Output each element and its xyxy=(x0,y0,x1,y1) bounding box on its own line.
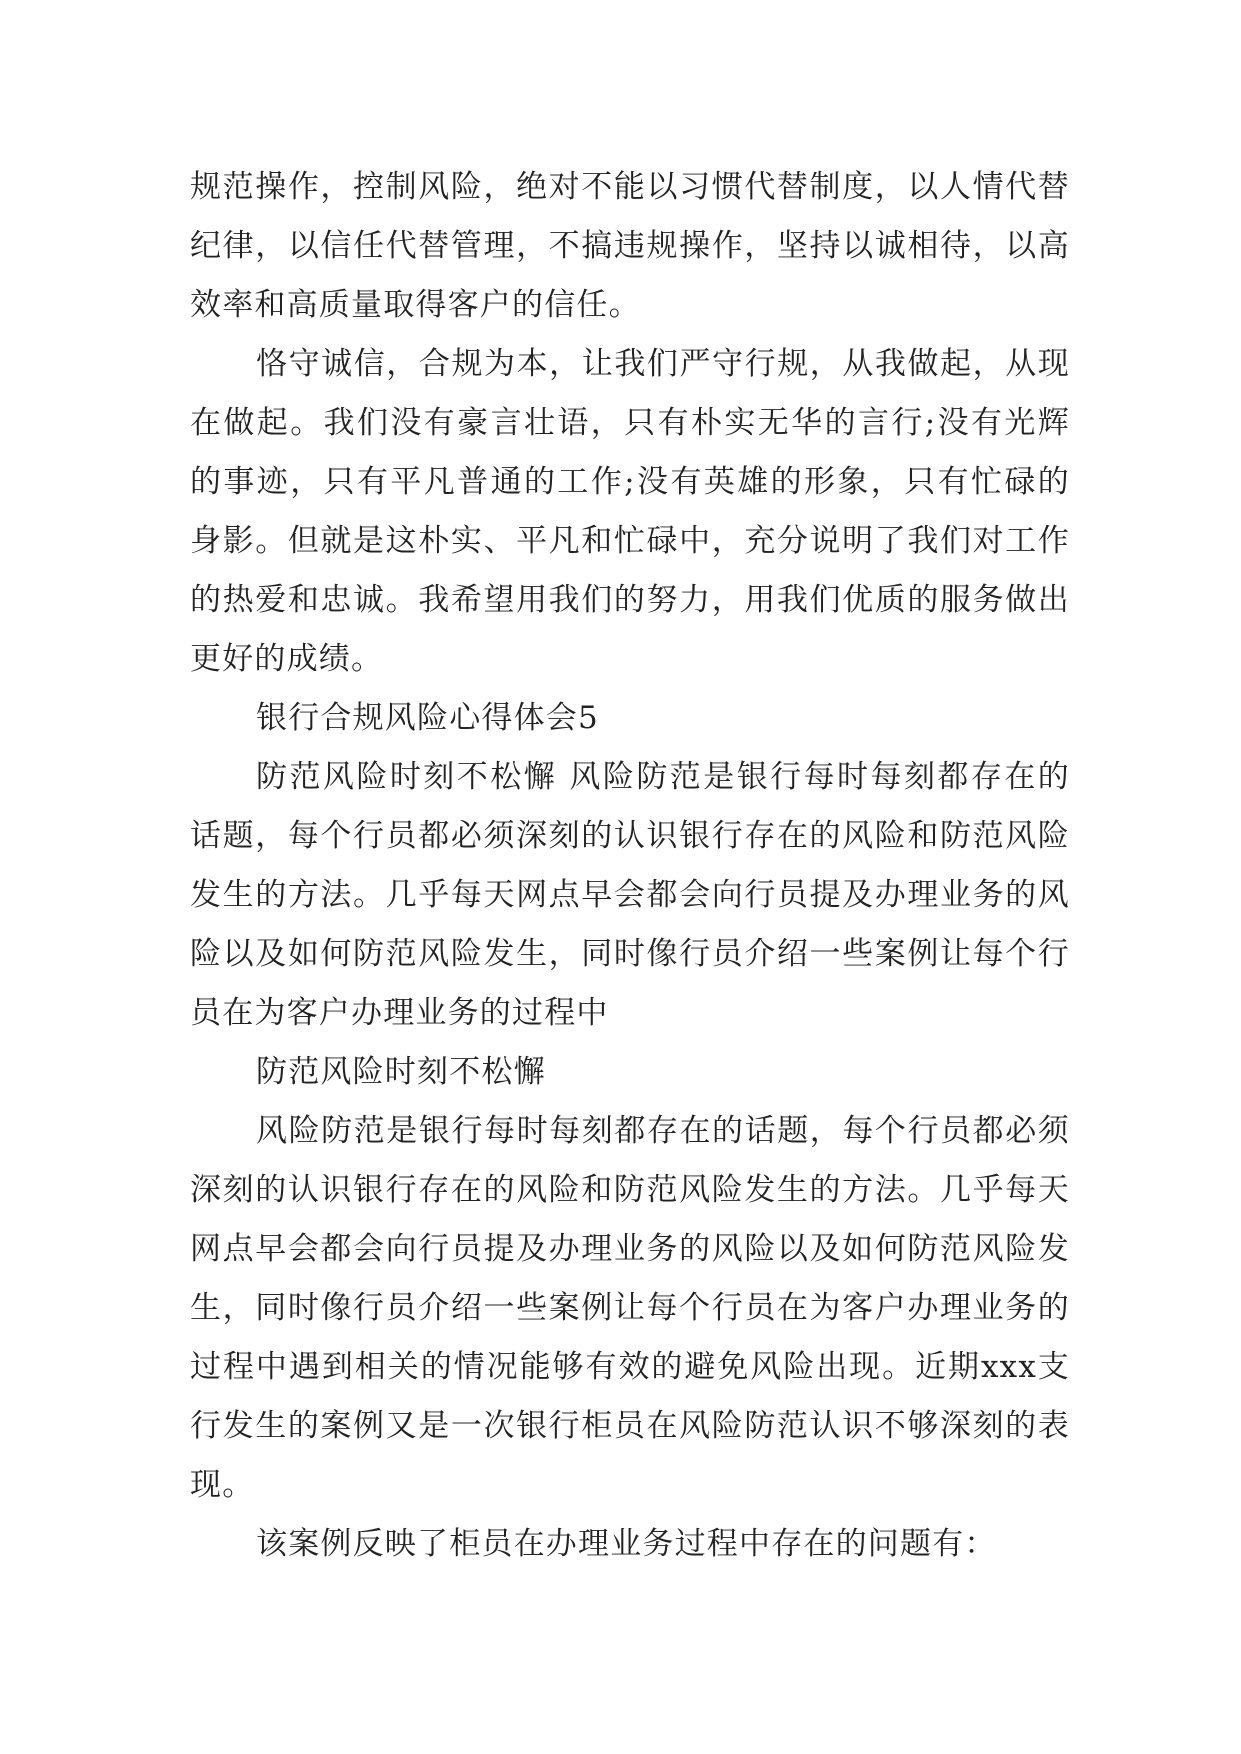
document-body xyxy=(190,158,1070,1574)
paragraph-3: 防范风险时刻不松懈 风险防范是银行每时每刻都存在的话题，每个行员都必须深刻的认识银行存在的风险和防范风险发生的方法。几乎每天网点早会都会向行员提及办理业务的风险以及如何防范风险发生，同时像行员介绍一些案例让每个行员在为客户办理业务的过程中 xyxy=(190,759,1070,1031)
paragraph-2: 恪守诚信，合规为本，让我们严守行规，从我做起，从现在做起。我们没有豪言壮语，只有朴实无华的言行;没有光辉的事迹，只有平凡普通的工作;没有英雄的形象，只有忙碌的身影。但就是这朴实、平凡和忙碌中，充分说明了我们对工作的热爱和忠诚。我希望用我们的努力，用我们优质的服务做出更好的成绩。 xyxy=(190,346,1070,677)
paragraph-5: 该案例反映了柜员在办理业务过程中存在的问题有： xyxy=(256,1526,997,1562)
paragraph-4: 风险防范是银行每时每刻都存在的话题，每个行员都必须深刻的认识银行存在的风险和防范风险发生的方法。几乎每天网点早会都会向行员提及办理业务的风险以及如何防范风险发生，同时像行员介绍一些案例让每个行员在为客户办理业务的过程中遇到相关的情况能够有效的避免风险出现。近期xxx支行发生的案例又是一次银行柜员在风险防范认识不够深刻的表现。 xyxy=(190,1113,1070,1503)
paragraph-1: 规范操作，控制风险，绝对不能以习惯代替制度，以人情代替纪律，以信任代替管理，不搞违规操作，坚持以诚相待，以高效率和高质量取得客户的信任。 xyxy=(190,169,1070,323)
subheading: 防范风险时刻不松懈 xyxy=(256,1054,546,1090)
section-heading: 银行合规风险心得体会5 xyxy=(256,700,599,736)
